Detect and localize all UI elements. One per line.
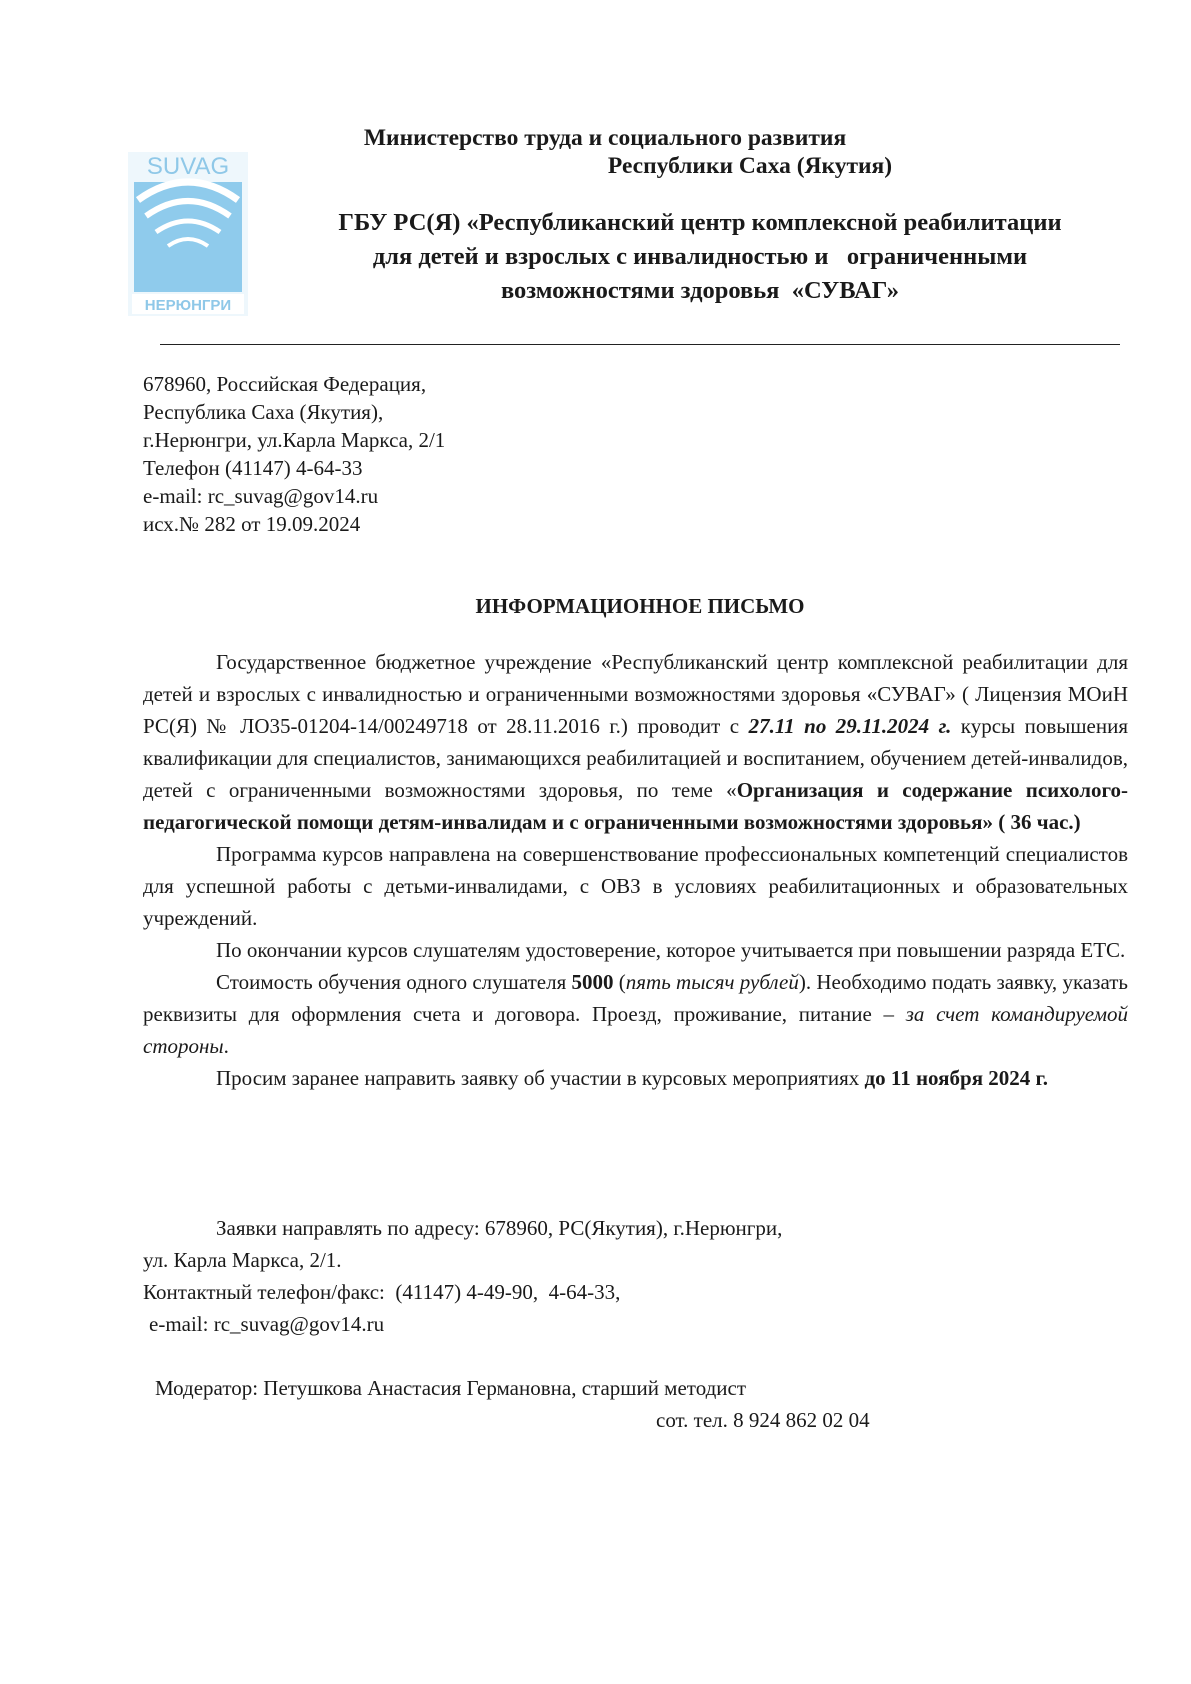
logo-top-text: SUVAG — [146, 153, 230, 180]
deadline: до 11 ноября 2024 г. — [864, 1066, 1048, 1090]
ministry-line-1: Министерство труда и социального развития — [363, 125, 847, 151]
header-divider — [160, 344, 1120, 345]
moderator-phone: сот. тел. 8 924 862 02 04 — [656, 1408, 870, 1432]
email-line: e-mail: rc_suvag@gov14.ru — [143, 484, 379, 508]
contacts-line-1: Заявки направлять по адресу: 678960, РС(Якутия), г.Нерюнгри, — [216, 1216, 783, 1240]
org-name-line-3: возможностями здоровья «СУВАГ» — [500, 277, 900, 304]
address-line: 678960, Российская Федерация, — [143, 372, 427, 396]
course-topic: Организация и содержание психолого-педагогической помощи детям-инвалидам и с ограниченными возможностями здоровья» ( 36 час.) — [143, 778, 1128, 834]
logo-bottom-text: НЕРЮНГРИ — [144, 297, 232, 314]
contacts-phone-fax: Контактный телефон/факс: (41147) 4-49-90, 4-64-33, — [143, 1280, 621, 1304]
org-name-line-1: ГБУ РС(Я) «Республиканский центр комплексной реабилитации — [338, 209, 1062, 236]
address-line: г.Нерюнгри, ул.Карла Маркса, 2/1 — [143, 428, 446, 452]
paragraph-program: Программа курсов направлена на совершенствование профессиональных компетенций специалистов для успешной работы с детьми-инвалидами, с ОВЗ в условиях реабилитационных и образовательных учреждений. — [143, 842, 1128, 930]
outgoing-number: исх.№ 282 от 19.09.2024 — [143, 512, 361, 536]
p4-text-c: ). Необходимо подать заявку, указать реквизиты для оформления счета и договора. Проезд, проживание, питание – — [143, 970, 1128, 1026]
p4-text-a: Стоимость обучения одного слушателя — [216, 970, 572, 994]
ministry-line-2: Республики Саха (Якутия) — [607, 153, 893, 179]
price: 5000 — [571, 970, 614, 994]
p5-text-a: Просим заранее направить заявку об участии в курсовых мероприятиях — [216, 1066, 865, 1090]
p4-text-d: . — [223, 1034, 229, 1058]
letter-title: ИНФОРМАЦИОННОЕ ПИСЬМО — [475, 594, 805, 618]
contacts-email: e-mail: rc_suvag@gov14.ru — [149, 1312, 385, 1336]
letter-body — [143, 646, 1128, 1094]
p1-text-a: Государственное бюджетное учреждение «Республиканский центр комплексной реабилитации для детей и взрослых с инвалидностью и ограниченными возможностями здоровья «СУВАГ» ( Лицензия МОиН РС(Я) № ЛО35-01204-14/00249718 от 28.11.2016 г.) проводит с — [143, 650, 1128, 738]
contacts-line-2: ул. Карла Маркса, 2/1. — [143, 1248, 342, 1272]
p1-text-b: курсы повышения квалификации для специалистов, занимающихся реабилитацией и воспитанием, обучением детей-инвалидов, детей с ограниченными возможностями здоровья, по теме « — [143, 714, 1129, 802]
paragraph-certificate: По окончании курсов слушателям удостоверение, которое учитывается при повышении разряда ЕТС. — [216, 938, 1126, 962]
moderator-line: Модератор: Петушкова Анастасия Германовна, старший методист — [155, 1376, 747, 1400]
price-words: пять тысяч рублей — [625, 970, 799, 994]
address-line: Республика Саха (Якутия), — [143, 400, 384, 424]
expenses-note: за счет командируемой стороны — [143, 1002, 1129, 1058]
paragraph-deadline — [143, 1062, 1128, 1094]
paragraph-courses — [143, 646, 1128, 838]
paragraph-cost — [143, 966, 1128, 1062]
phone-line: Телефон (41147) 4-64-33 — [143, 456, 363, 480]
course-dates: 27.11 по 29.11.2024 г. — [748, 714, 952, 738]
org-name-line-2: для детей и взрослых с инвалидностью и ограниченными — [372, 243, 1028, 270]
sender-address — [143, 370, 445, 538]
p4-text-b: ( — [613, 970, 626, 994]
